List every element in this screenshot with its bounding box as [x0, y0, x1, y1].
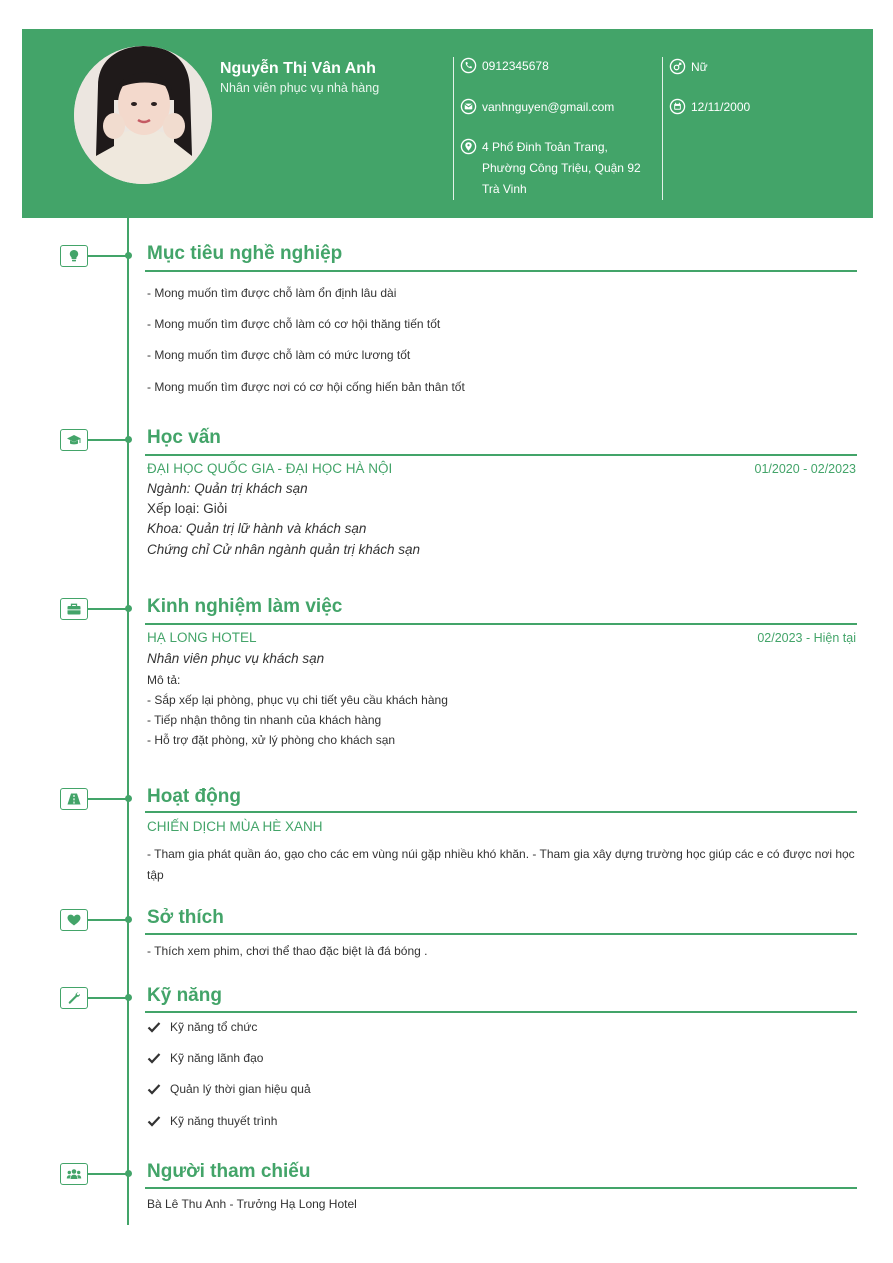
timeline-dot — [125, 252, 132, 259]
location-icon — [460, 138, 477, 155]
birthday-text: 12/11/2000 — [691, 100, 751, 114]
gender-info — [669, 57, 708, 78]
education-dates: 01/2020 - 02/2023 — [754, 462, 856, 476]
education-faculty: Khoa: Quản trị lữ hành và khách sạn — [147, 521, 367, 536]
skills-section-icon — [60, 987, 88, 1009]
activities-section-icon — [60, 788, 88, 810]
skill-label: Kỹ năng thuyết trình — [170, 1114, 278, 1128]
section-rule — [145, 623, 857, 625]
timeline-connector — [88, 255, 128, 257]
phone-icon — [460, 57, 477, 74]
timeline-connector — [88, 1173, 128, 1175]
check-icon — [147, 1083, 161, 1095]
experience-item: - Hỗ trợ đặt phòng, xử lý phòng cho khách sạn — [147, 733, 396, 747]
hobbies-text: - Thích xem phim, chơi thể thao đặc biệt là đá bóng . — [147, 944, 428, 958]
timeline-dot — [125, 1170, 132, 1177]
experience-section-icon — [60, 598, 88, 620]
section-rule — [145, 1011, 857, 1013]
birthday-info — [669, 97, 750, 118]
education-school: ĐẠI HỌC QUỐC GIA - ĐẠI HỌC HÀ NỘI — [147, 461, 393, 476]
section-rule — [145, 454, 857, 456]
lightbulb-icon — [66, 249, 82, 263]
skill-item — [147, 1051, 263, 1065]
address-line: Trà Vinh — [482, 182, 527, 196]
education-major: Ngành: Quản trị khách sạn — [147, 481, 308, 496]
check-icon — [147, 1021, 161, 1033]
objective-heading: Mục tiêu nghề nghiệp — [147, 243, 343, 264]
references-heading: Người tham chiếu — [147, 1161, 311, 1182]
experience-dates: 02/2023 - Hiện tại — [757, 631, 856, 645]
section-rule — [145, 811, 857, 813]
timeline-connector — [88, 608, 128, 610]
address-line: 4 Phố Đinh Toản Trang, — [482, 140, 608, 154]
references-section-icon — [60, 1163, 88, 1185]
skills-heading: Kỹ năng — [147, 985, 222, 1006]
phone-text: 0912345678 — [482, 59, 549, 73]
timeline-line — [127, 218, 129, 1225]
address-text — [482, 137, 641, 200]
section-rule — [145, 1187, 857, 1189]
skill-item — [147, 1020, 257, 1034]
timeline-dot — [125, 436, 132, 443]
experience-heading: Kinh nghiệm làm việc — [147, 596, 343, 617]
gender-text: Nữ — [691, 60, 708, 74]
email-icon — [460, 98, 477, 115]
timeline-dot — [125, 605, 132, 612]
skill-item — [147, 1082, 311, 1096]
objective-item: - Mong muốn tìm được nơi có cơ hội cống hiến bản thân tốt — [147, 380, 465, 394]
skill-label: Kỹ năng tổ chức — [170, 1020, 258, 1034]
skill-label: Quản lý thời gian hiệu quả — [170, 1082, 311, 1096]
phone-info — [460, 56, 549, 77]
activities-heading: Hoạt động — [147, 786, 241, 807]
address-line: Phường Công Triệu, Quận 92 — [482, 161, 641, 175]
objective-section-icon — [60, 245, 88, 267]
objective-item: - Mong muốn tìm được chỗ làm có mức lương tốt — [147, 348, 411, 362]
references-text: Bà Lê Thu Anh - Trưởng Hạ Long Hotel — [147, 1197, 357, 1211]
timeline-dot — [125, 994, 132, 1001]
experience-company: HẠ LONG HOTEL — [147, 630, 257, 645]
email-info — [460, 97, 614, 118]
timeline-connector — [88, 997, 128, 999]
calendar-icon — [669, 98, 686, 115]
timeline-connector — [88, 798, 128, 800]
users-icon — [66, 1167, 82, 1181]
gender-icon — [669, 58, 686, 75]
hobbies-section-icon — [60, 909, 88, 931]
education-section-icon — [60, 429, 88, 451]
section-rule — [145, 933, 857, 935]
experience-desc-label: Mô tả: — [147, 673, 181, 687]
timeline-dot — [125, 795, 132, 802]
profile-header — [22, 29, 873, 218]
avatar-photo — [74, 46, 212, 184]
graduation-cap-icon — [66, 433, 82, 447]
candidate-title: Nhân viên phục vụ nhà hàng — [220, 81, 380, 95]
skill-label: Kỹ năng lãnh đạo — [170, 1051, 264, 1065]
experience-role: Nhân viên phục vụ khách sạn — [147, 651, 325, 666]
avatar — [74, 46, 212, 184]
wrench-icon — [66, 991, 82, 1005]
header-divider — [662, 57, 663, 200]
road-icon — [66, 792, 82, 806]
check-icon — [147, 1052, 161, 1064]
activity-description: - Tham gia phát quần áo, gạo cho các em vùng núi gặp nhiều khó khăn. - Tham gia xây dựng trường học giúp các e có được nơi học tập — [147, 847, 855, 882]
timeline-connector — [88, 439, 128, 441]
objective-item: - Mong muốn tìm được chỗ làm ổn định lâu dài — [147, 286, 397, 300]
education-rank: Xếp loại: Giỏi — [147, 501, 228, 516]
objective-item: - Mong muốn tìm được chỗ làm có cơ hội thăng tiến tốt — [147, 317, 441, 331]
briefcase-icon — [66, 602, 82, 616]
address-info — [460, 137, 641, 200]
hobbies-heading: Sở thích — [147, 907, 224, 928]
check-icon — [147, 1115, 161, 1127]
section-rule — [145, 270, 857, 272]
experience-item: - Sắp xếp lại phòng, phục vụ chi tiết yêu cầu khách hàng — [147, 693, 448, 707]
email-text: vanhnguyen@gmail.com — [482, 100, 615, 114]
candidate-name: Nguyễn Thị Vân Anh — [220, 60, 376, 77]
education-certificate: Chứng chỉ Cử nhân ngành quản trị khách sạn — [147, 542, 421, 557]
heart-icon — [66, 913, 82, 927]
timeline-dot — [125, 916, 132, 923]
header-divider — [453, 57, 454, 200]
activity-name: CHIẾN DỊCH MÙA HÈ XANH — [147, 819, 323, 834]
skill-item — [147, 1114, 277, 1128]
timeline-connector — [88, 919, 128, 921]
education-heading: Học vấn — [147, 427, 221, 448]
experience-item: - Tiếp nhận thông tin nhanh của khách hàng — [147, 713, 382, 727]
